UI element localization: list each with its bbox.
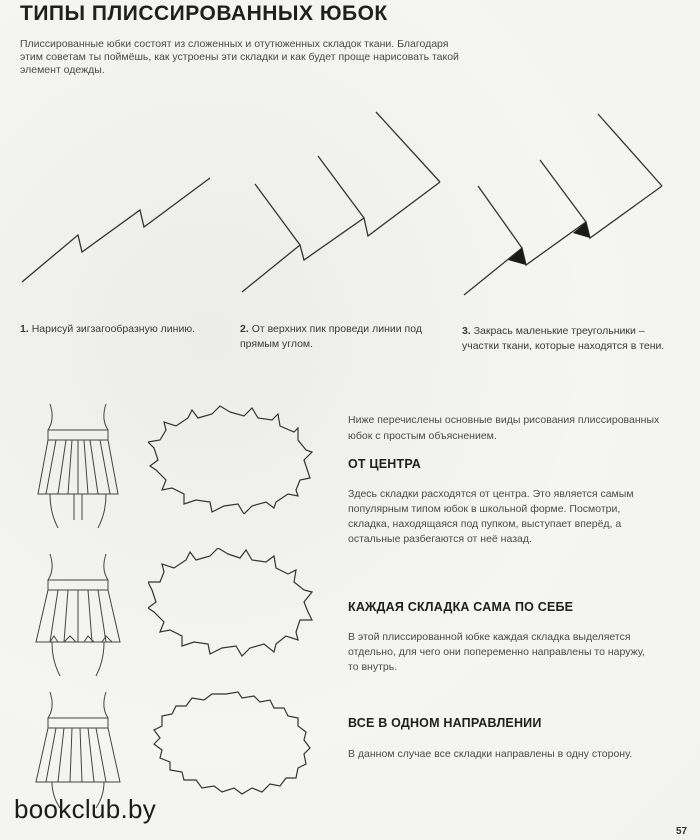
page-number: 57	[676, 826, 688, 837]
ring-separate-shape	[148, 548, 312, 656]
skirt-separate-pleats-figure	[28, 552, 128, 680]
step1-zigzag	[22, 178, 210, 282]
ring-center-shape	[148, 406, 312, 514]
page-title: ТИПЫ ПЛИССИРОВАННЫХ ЮБОК	[20, 2, 388, 25]
skirt-one-direction-pleats-figure	[28, 690, 128, 810]
section-title-separate: КАЖДАЯ СКЛАДКА САМА ПО СЕБЕ	[348, 600, 574, 614]
step-1-caption: 1. Нарисуй зигзагообразную линию.	[20, 323, 196, 335]
ring-diagram-center	[148, 404, 313, 514]
section-title-one-direction: ВСЕ В ОДНОМ НАПРАВЛЕНИИ	[348, 716, 542, 730]
zigzag-steps-illustration	[0, 100, 700, 320]
ring-one-direction-shape	[154, 692, 310, 794]
step3-zigzag	[464, 114, 662, 295]
step2-zigzag	[242, 112, 440, 292]
skirt-center-pleats-figure	[28, 402, 128, 530]
section-body-one-direction: В данном случае все складки направлены в одну сторону.	[348, 748, 633, 760]
ring-diagram-separate	[148, 548, 313, 658]
watermark: bookclub.by	[14, 794, 157, 824]
section-body-separate: В этой плиссированной юбке каждая складка выделяется отдельно, для чего они попеременно направлены то наружу, то внутрь.	[348, 631, 645, 673]
types-lead-paragraph: Ниже перечислены основные виды рисования плиссированных юбок с простым объяснением.	[348, 414, 660, 442]
intro-paragraph: Плиссированные юбки состоят из сложенных и отутюженных складок ткани. Благодаря этим советам ты поймёшь, как устроены эти складки и как будет проще нарисовать такой элемент одежды.	[20, 38, 459, 76]
ring-diagram-one-direction	[148, 690, 313, 800]
section-body-center: Здесь складки расходятся от центра. Это является самым популярным типом юбок в школьной форме. Посмотри, складка, находящаяся под пупком, выступает вперёд, а остальные разбегаются от неё назад.	[348, 488, 634, 545]
step-2-caption: 2. От верхних пик проведи линии под прямым углом.	[240, 323, 422, 350]
section-title-center: ОТ ЦЕНТРА	[348, 457, 422, 471]
step-3-caption: 3. Закрась маленькие треугольники – участки ткани, которые находятся в тени.	[462, 325, 665, 352]
